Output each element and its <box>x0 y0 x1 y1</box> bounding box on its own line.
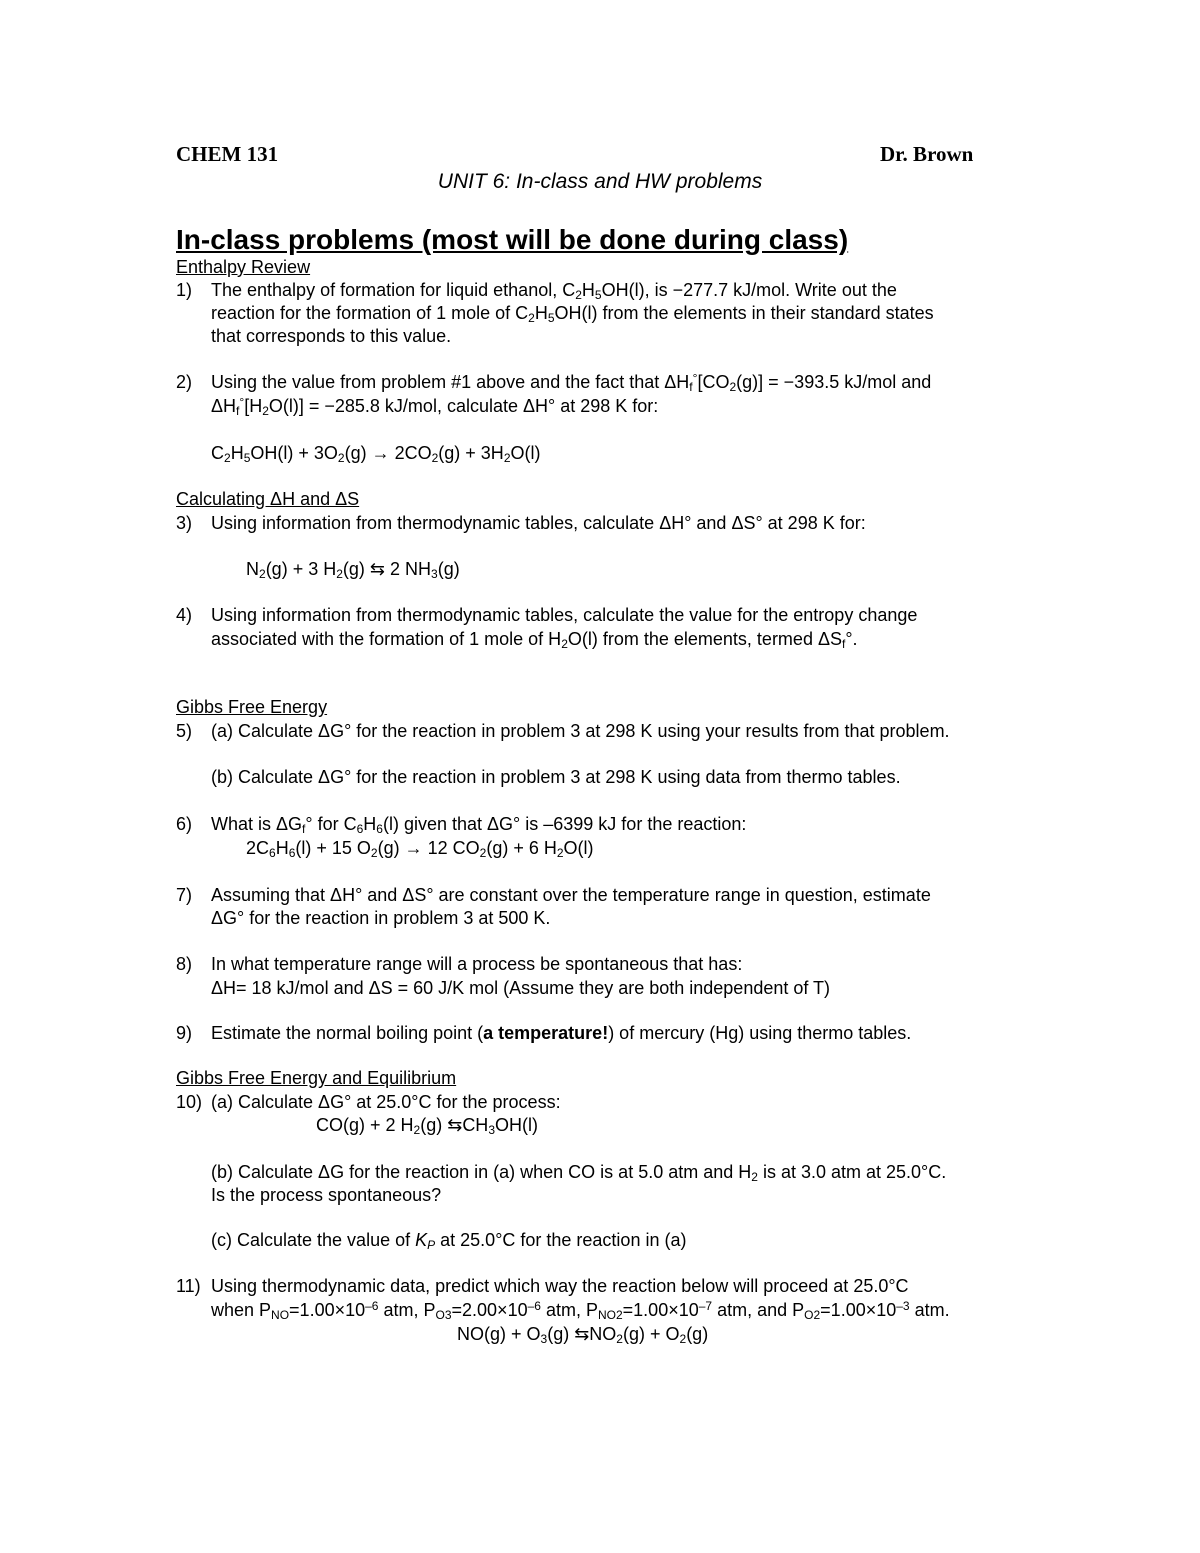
problem-number-3: 3) <box>176 513 193 533</box>
problem-2-reaction: $C_2H_5OH(l) + 3O_2(g) \to 2CO_2(g) + 3H_2O(l)$ <box>211 443 541 465</box>
problem-11-line-1: Using thermodynamic data, predict which way the reaction below will proceed at 25.0°C <box>211 1276 909 1296</box>
problem-10-reaction: CO(g) + 2 $H_2(g)$ $⇆CH_3OH(l)$ <box>316 1115 538 1137</box>
problem-10a: (a) Calculate ΔG° at 25.0°C for the process: <box>211 1092 561 1112</box>
problem-6-line-1: What is $\Delta G_f^\circ$ for $C_6H_6(l)$ given that ΔG° is –6399 kJ for the reaction: <box>211 814 747 836</box>
problem-9 <box>211 1022 911 1044</box>
equilibrium-arrow-icon: ⇆ <box>369 559 385 579</box>
problem-number-7: 7) <box>176 885 193 905</box>
instructor-name: Dr. Brown <box>880 142 974 166</box>
problem-4-line-1: Using information from thermodynamic tables, calculate the value for the entropy change <box>211 605 918 625</box>
problem-7-line-1: Assuming that ΔH° and ΔS° are constant over the temperature range in question, estimate <box>211 885 931 905</box>
problem-3-reaction: $N_2(g) + 3$ $H_2(g)$ ⇆ 2 $NH_3(g)$ <box>246 559 460 581</box>
problem-2-line-1: Using the value from problem #1 above and the fact that $\Delta H_f^\circ[CO_2(g)] = -393.5$ kJ/mol and <box>211 371 932 394</box>
problem-number-11: 11) <box>176 1276 201 1296</box>
problem-number-6: 6) <box>176 814 193 834</box>
problem-4-line-2: associated with the formation of 1 mole of $H_2O(l)$ from the elements, termed $\Delta S_f^\circ$. <box>211 629 858 651</box>
problem-9-suffix: ) of mercury (Hg) using thermo tables. <box>608 1023 912 1043</box>
section-heading: In-class problems (most will be done during class) <box>176 224 849 255</box>
problem-10b-line-2: Is the process spontaneous? <box>211 1185 442 1205</box>
course-code: CHEM 131 <box>176 142 279 166</box>
problem-5a: (a) Calculate ΔG° for the reaction in problem 3 at 298 K using your results from that problem. <box>211 721 950 741</box>
problem-number-10: 10) <box>176 1092 203 1112</box>
problem-number-8: 8) <box>176 954 193 974</box>
subsection-gibbs-equilibrium: Gibbs Free Energy and Equilibrium <box>176 1068 457 1088</box>
problem-1-line-2: reaction for the formation of 1 mole of $C_2H_5OH(l)$ from the elements in their standard states <box>211 303 934 325</box>
equilibrium-arrow-icon: ⇆ <box>574 1324 590 1344</box>
problem-6-reaction: $2C_6H_6(l) + 15$ $O_2(g) \to 12$ $CO_2(g) + 6$ $H_2O(l)$ <box>246 838 594 860</box>
problem-number-5: 5) <box>176 721 193 741</box>
problem-9-emphasis: a temperature! <box>483 1023 609 1043</box>
problem-10c: (c) Calculate the value of $K_P$ at 25.0°C for the reaction in (a) <box>211 1230 687 1252</box>
problem-9-prefix: Estimate the normal boiling point ( <box>211 1023 484 1043</box>
subsection-calculating-h-s: Calculating ΔH and ΔS <box>176 489 360 509</box>
problem-number-4: 4) <box>176 605 193 625</box>
document-title: UNIT 6: In-class and HW problems <box>437 170 763 193</box>
problem-number-2: 2) <box>176 372 193 392</box>
problem-7-line-2: ΔG° for the reaction in problem 3 at 500 K. <box>211 908 551 928</box>
equilibrium-arrow-icon: ⇆ <box>447 1115 463 1135</box>
problem-11-line-2: when $P_{NO}=1.00\times 10^{-6}$ atm, $P_{O3}=2.00\times 10^{-6}$ atm, $P_{NO2}=1.00\times 10^{-7}$ atm, and $P_{O2}=1.00\times 10^{-3}$ atm. <box>211 1299 950 1322</box>
problem-5b: (b) Calculate ΔG° for the reaction in problem 3 at 298 K using data from thermo tables. <box>211 767 901 787</box>
problem-3-line-1: Using information from thermodynamic tables, calculate ΔH° and ΔS° at 298 K for: <box>211 513 866 533</box>
problem-8-line-1: In what temperature range will a process be spontaneous that has: <box>211 954 743 974</box>
problem-1-line-1: The enthalpy of formation for liquid ethanol, $C_2H_5OH(l)$, is −277.7 kJ/mol. Write out the <box>211 280 897 302</box>
problem-1-line-3: that corresponds to this value. <box>211 326 452 346</box>
problem-11-reaction: $NO(g) + O_3(g)$ $⇆NO_2(g) + O_2(g)$ <box>457 1324 709 1346</box>
subsection-enthalpy-review: Enthalpy Review <box>176 257 311 277</box>
problem-number-9: 9) <box>176 1023 193 1043</box>
problem-2-line-2: $\Delta H_f^\circ[H_2O(l)] = -285.8$ kJ/mol, calculate ΔH° at 298 K for: <box>211 395 659 418</box>
problem-10b-line-1: (b) Calculate ΔG for the reaction in (a) when CO is at 5.0 atm and $H_2$ is at 3.0 atm at 25.0°C. <box>211 1162 947 1184</box>
problem-number-1: 1) <box>176 280 193 300</box>
problem-8-line-2: ΔH= 18 kJ/mol and ΔS = 60 J/K mol (Assume they are both independent of T) <box>211 978 831 998</box>
subsection-gibbs-free-energy: Gibbs Free Energy <box>176 697 328 717</box>
